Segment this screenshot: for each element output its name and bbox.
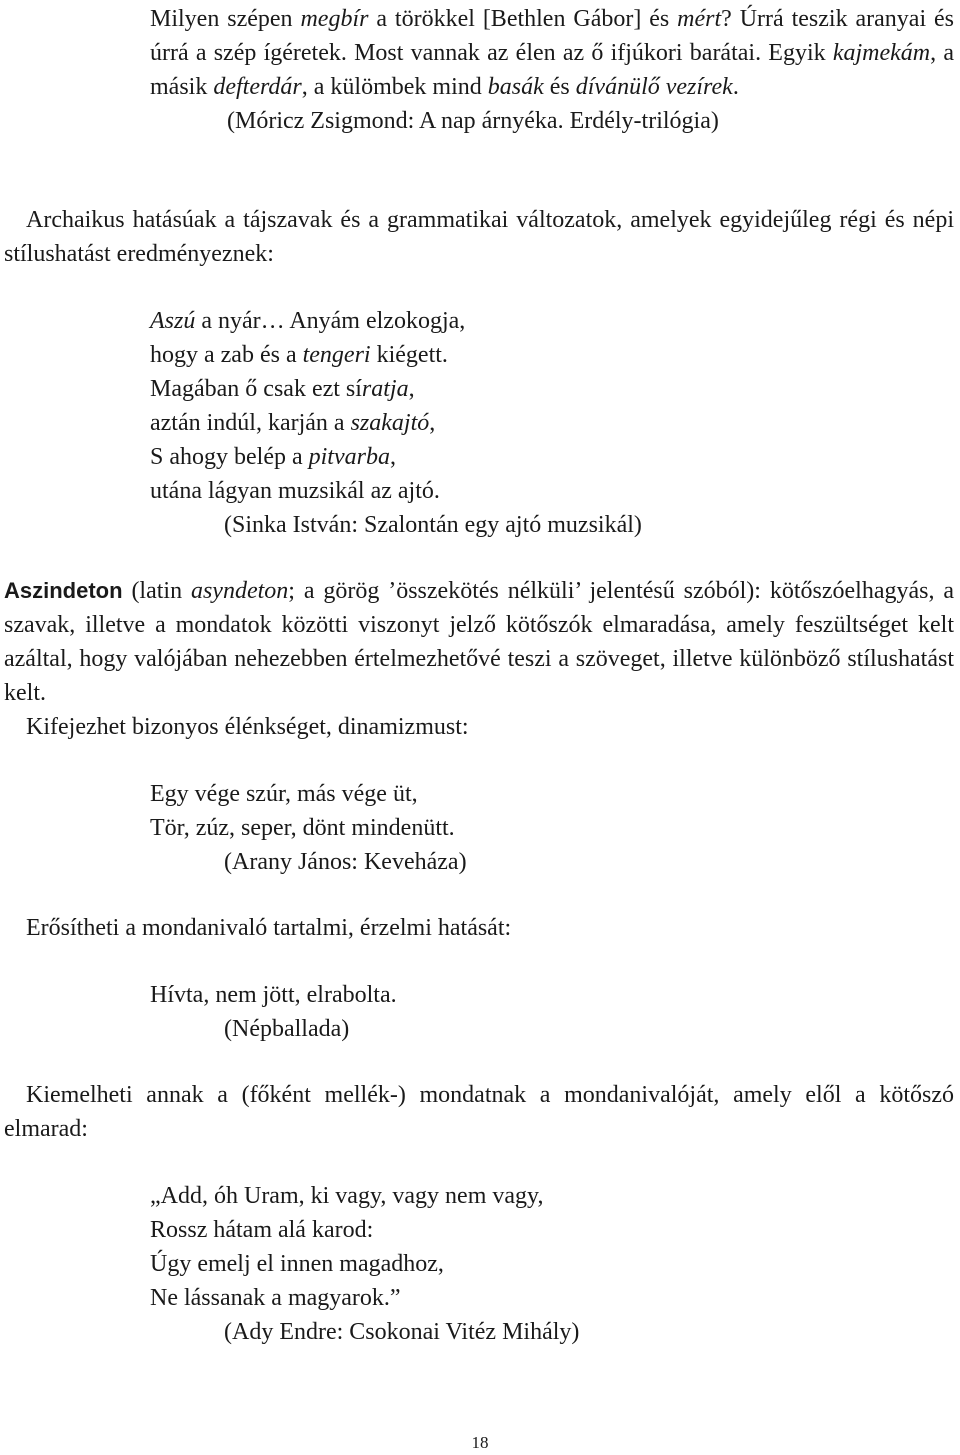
poem-ballad-source: (Népballada)	[224, 1016, 350, 1042]
text-segment: (latin	[122, 578, 191, 604]
italic-segment: pitvarba	[308, 444, 390, 470]
asyndeton-intro-2: Erősítheti a mondanivaló tartalmi, érzelmi hatását:	[26, 915, 512, 941]
italic-segment: Aszú	[150, 308, 196, 334]
text-segment: Magában ő csak ezt sí	[150, 376, 362, 402]
italic-segment: ratja	[361, 376, 409, 402]
text-segment: a törökkel [Bethlen Gábor] és	[368, 6, 678, 32]
text-segment: ,	[389, 444, 396, 470]
poem-line: Úgy emelj el innen magadhoz,	[150, 1251, 444, 1277]
text-segment: ? Úrrá teszik aranyai és úrrá a szép ígéretek. Most vannak az élen az ő ifjúkori barátai. Egyik	[150, 6, 955, 66]
text-segment: , a másik	[150, 40, 954, 100]
quote-bethlen-source: (Móricz Zsigmond: A nap árnyéka. Erdély-trilógia)	[227, 108, 719, 134]
poem-sinka-source: (Sinka István: Szalontán egy ajtó muzsikál)	[224, 512, 642, 538]
italic-segment: szakajtó	[350, 410, 430, 436]
asyndeton-definition-text	[4, 578, 954, 706]
text-segment: ; a görög ’összekötés nélküli’ jelentésű szóból): kötőszóelhagyás, a szavak, illetve a mondatok közötti viszonyt jelző kötőszók elmaradása, amely feszültséget kelt azáltal, hogy valójában nehezebben értelmezhetővé teszi a szöveget, illetve különböző stílushatást kelt.	[4, 578, 954, 706]
quote-bethlen-text	[150, 2, 954, 104]
text-segment: utána lágyan muzsikál az ajtó.	[150, 478, 440, 504]
poem-arany-source: (Arany János: Keveháza)	[224, 849, 467, 875]
italic-segment: asyndeton	[190, 578, 289, 604]
text-segment: .	[732, 74, 739, 100]
poem-line: Hívta, nem jött, elrabolta.	[150, 982, 397, 1008]
page-number: 18	[471, 1433, 489, 1452]
text-segment: Milyen szépen	[150, 6, 301, 32]
italic-segment: mért	[677, 6, 722, 32]
text-segment: S ahogy belép a	[150, 444, 309, 470]
italic-segment: defterdár	[213, 74, 302, 100]
poem-ballad-lines	[150, 978, 910, 1012]
text-segment: , a külömbek mind	[301, 74, 488, 100]
paragraph-archaic: Archaikus hatásúak a tájszavak és a grammatikai változatok, amelyek egyidejűleg régi és népi stílushatást eredményeznek:	[4, 207, 954, 267]
poem-ady	[150, 1179, 910, 1349]
italic-segment: megbír	[300, 6, 369, 32]
text-segment: hogy a zab és a	[150, 342, 303, 368]
poem-line	[150, 474, 910, 508]
poem-line: Egy vége szúr, más vége üt,	[150, 781, 418, 807]
quote-bethlen	[150, 2, 954, 138]
poem-line	[150, 372, 910, 406]
poem-line: Rossz hátam alá karod:	[150, 1217, 374, 1243]
poem-sinka-lines	[150, 304, 910, 508]
text-segment: a nyár… Anyám elzokogja,	[195, 308, 466, 334]
italic-segment: dívánülő vezírek	[575, 74, 733, 100]
text-segment: ,	[429, 410, 436, 436]
italic-segment: tengeri	[302, 342, 371, 368]
asyndeton-intro-3: Kiemelheti annak a (főként mellék-) mondatnak a mondanivalóját, amely elől a kötőszó elmarad:	[4, 1082, 954, 1142]
text-segment: és	[543, 74, 576, 100]
poem-line: „Add, óh Uram, ki vagy, vagy nem vagy,	[150, 1183, 544, 1209]
italic-segment: kajmekám	[832, 40, 931, 66]
italic-segment: basák	[487, 74, 544, 100]
poem-ady-source: (Ady Endre: Csokonai Vitéz Mihály)	[224, 1319, 580, 1345]
poem-sinka	[150, 304, 910, 542]
text-segment: aztán indúl, karján a	[150, 410, 351, 436]
asyndeton-term: Aszindeton	[4, 578, 123, 603]
poem-line	[150, 304, 910, 338]
text-segment: ,	[408, 376, 415, 402]
asyndeton-definition	[4, 574, 954, 710]
poem-line: Tör, zúz, seper, dönt mindenütt.	[150, 815, 455, 841]
poem-ady-lines	[150, 1179, 910, 1315]
text-segment: kiégett.	[370, 342, 448, 368]
poem-arany-lines	[150, 777, 910, 845]
poem-line	[150, 440, 910, 474]
asyndeton-intro-1: Kifejezhet bizonyos élénkséget, dinamizmust:	[26, 714, 469, 740]
poem-ballad	[150, 978, 910, 1046]
poem-line: Ne lássanak a magyarok.”	[150, 1285, 401, 1311]
poem-arany	[150, 777, 910, 879]
poem-line	[150, 338, 910, 372]
poem-line	[150, 406, 910, 440]
